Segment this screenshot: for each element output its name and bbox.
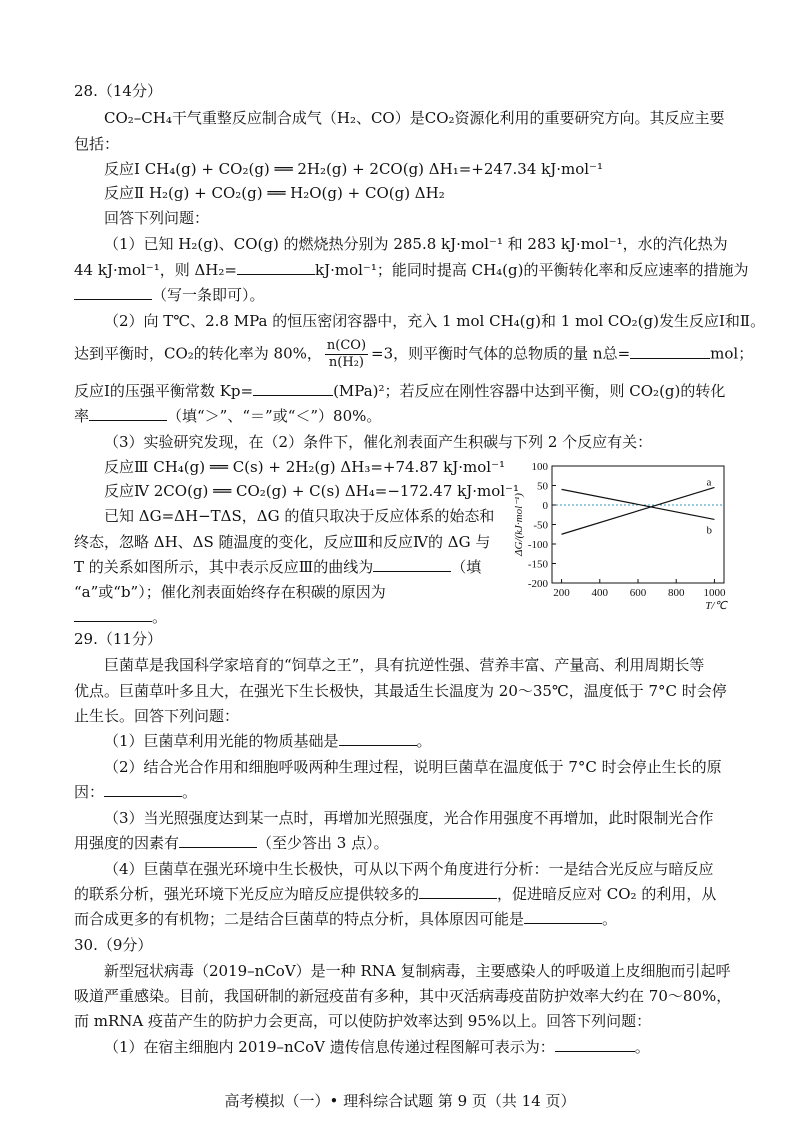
q29-para-2: 优点。巨菌草叶多且大，在强光下生长极快，其最适生长温度为 20～35℃，温度低于 7°C 时会停	[74, 682, 727, 700]
q29-part4-line2	[74, 884, 716, 904]
answer-blank[interactable]	[419, 884, 497, 899]
q28-part1-text-b: kJ·mol⁻¹；能同时提高 CH₄(g)的平衡转化率和反应速率的措施为	[314, 261, 749, 279]
y-tick-label: -100	[527, 539, 548, 551]
q28-part3-line1: （3）实验研究发现，在（2）条件下，催化剂表面产生积碳与下列 2 个反应有关：	[104, 433, 653, 451]
q28-part3-text-a: T 的关系如图所示，其中表示反应Ⅲ的曲线为	[74, 558, 374, 576]
q28-part2-line3	[74, 381, 725, 401]
q28-intro-1: CO₂–CH₄干气重整反应制合成气（H₂、CO）是CO₂资源化利用的重要研究方向。其反应主要	[104, 109, 725, 127]
q28-part2-text-b: =3，则平衡时气体的总物质的量 n总=	[371, 344, 631, 363]
reaction-1: 反应Ⅰ CH₄(g) + CO₂(g) ══ 2H₂(g) + 2CO(g) ΔH₁=+247.34 kJ·mol⁻¹	[104, 160, 603, 178]
y-tick-label: 50	[537, 480, 548, 493]
q29-part3-end: （至少答出 3 点）。	[257, 834, 389, 852]
fraction-numerator: n(CO)	[326, 338, 367, 353]
q28-part1-line2	[74, 260, 749, 280]
answer-blank[interactable]	[373, 557, 451, 572]
y-tick-label: 100	[531, 461, 548, 473]
x-tick-label: 600	[629, 587, 647, 599]
y-tick-label: -200	[527, 578, 548, 590]
q29-part4-line1: （4）巨菌草在强光环境中生长极快，可从以下两个角度进行分析：一是结合光反应与暗反应	[104, 860, 714, 878]
q29-part2-text: 因：	[74, 783, 105, 801]
page-footer: 高考模拟（一）• 理科综合试题 第 9 页（共 14 页）	[224, 1092, 576, 1110]
y-tick-label: 0	[542, 500, 548, 512]
series-label-a: a	[706, 476, 712, 489]
q29-part4-text-c: 而合成更多的有机物；二是结合巨菌草的特点分析，具体原因可能是	[74, 910, 525, 928]
q29-part1-text: （1）巨菌草利用光能的物质基础是	[104, 732, 339, 750]
q28-part3-line6	[74, 607, 167, 627]
reaction-4: 反应Ⅳ 2CO(g) ══ CO₂(g) + C(s) ΔH₄=−172.47 kJ·mol⁻¹	[104, 482, 519, 500]
q30-para-2: 吸道严重感染。目前，我国研制的新冠疫苗有多种，其中灭活病毒疫苗防护效率大约在 70～80%，	[74, 987, 732, 1005]
q28-answer-prompt: 回答下列问题：	[104, 209, 210, 227]
delta-g-vs-temperature-chart	[500, 452, 730, 622]
answer-blank[interactable]	[237, 260, 315, 275]
q30-para-1: 新型冠状病毒（2019–nCoV）是一种 RNA 复制病毒，主要感染人的呼吸道上皮细胞而引起呼	[104, 962, 731, 980]
q29-part2-line2	[74, 782, 197, 802]
answer-blank[interactable]	[179, 833, 257, 848]
q28-part2-text-c: 反应Ⅰ的压强平衡常数 Kp=	[74, 382, 254, 400]
q29-part3-line2	[74, 833, 389, 853]
q30-part1-text: （1）在宿主细胞内 2019–nCoV 遗传信息传递过程图解可表示为：	[104, 1038, 555, 1056]
answer-blank[interactable]	[555, 1037, 635, 1052]
q29-para-1: 巨菌草是我国科学家培育的“饲草之王”，具有抗逆性强、营养丰富、产量高、利用周期长等	[104, 656, 705, 674]
q30-part1	[104, 1037, 650, 1057]
q28-part1-text-c: （写一条即可）。	[152, 286, 265, 304]
q29-part1	[104, 731, 432, 751]
q28-part3-text-c: 。	[152, 608, 168, 626]
q28-part3-line4	[74, 557, 481, 577]
series-label-b: b	[706, 524, 712, 537]
q28-part3-line5: “a”或“b”）；催化剂表面始终存在积碳的原因为	[74, 583, 386, 601]
q30-title: 30.（9分）	[74, 936, 153, 954]
q29-part3-line1: （3）当光照强度达到某一点时，再增加光照强度，光合作用强度不再增加，此时限制光合作	[104, 809, 714, 827]
answer-blank[interactable]	[89, 406, 167, 421]
q29-part4-text-a: 的联系分析，强光环境下光反应为暗反应提供较多的	[74, 885, 420, 903]
ratio-fraction	[325, 338, 368, 371]
q29-part3-text: 用强度的因素有	[74, 834, 180, 852]
q29-part4-line3	[74, 909, 617, 929]
q29-part2-line1: （2）结合光合作用和细胞呼吸两种生理过程，说明巨菌草在温度低于 7°C 时会停止生长的原	[104, 758, 722, 776]
q28-part2-text-e: 率	[74, 407, 90, 425]
q28-part2-line1: （2）向 T℃、2.8 MPa 的恒压密闭容器中，充入 1 mol CH₄(g)和 1 mol CO₂(g)发生反应Ⅰ和Ⅱ。	[104, 312, 766, 330]
q28-part2-text-a: 达到平衡时，CO₂的转化率为 80%，	[74, 344, 322, 363]
q28-part1-text-a: 44 kJ·mol⁻¹，则 ΔH₂=	[74, 261, 237, 279]
answer-blank[interactable]	[74, 285, 152, 300]
q28-part2-text-f: （填“＞”、“＝”或“＜”）80%。	[167, 407, 382, 425]
reaction-3: 反应Ⅲ CH₄(g) ══ C(s) + 2H₂(g) ΔH₃=+74.87 kJ·mol⁻¹	[104, 458, 506, 476]
q28-title: 28.（14分）	[74, 82, 162, 100]
q28-part3-line2: 已知 ΔG=ΔH−TΔS，ΔG 的值只取决于反应体系的始态和	[104, 507, 495, 525]
q28-part1-line3	[74, 285, 265, 305]
x-tick-label: 1000	[703, 587, 726, 599]
answer-blank[interactable]	[524, 909, 602, 924]
answer-blank[interactable]	[104, 782, 182, 797]
y-axis-label: ΔG/(kJ·mol⁻¹)	[513, 493, 525, 556]
q29-part4-end: 。	[602, 910, 618, 928]
q28-part2-line2	[74, 338, 753, 371]
q30-part1-end: 。	[634, 1038, 650, 1056]
reaction-2: 反应Ⅱ H₂(g) + CO₂(g) ══ H₂O(g) + CO(g) ΔH₂	[104, 184, 445, 202]
answer-blank[interactable]	[630, 344, 710, 359]
q29-part2-end: 。	[182, 783, 198, 801]
y-tick-label: -50	[533, 519, 548, 532]
q29-part1-end: 。	[416, 732, 432, 750]
q30-para-3: 而 mRNA 疫苗产生的防护力会更高，可以使防护效率达到 95%以上。回答下列问题：	[74, 1012, 652, 1030]
q28-part3-text-b: （填	[451, 558, 482, 576]
answer-blank[interactable]	[253, 381, 333, 396]
fraction-denominator: n(H₂)	[328, 355, 364, 370]
answer-blank[interactable]	[339, 731, 417, 746]
answer-blank[interactable]	[74, 607, 152, 622]
q28-part2-unit: mol；	[710, 344, 754, 363]
x-tick-label: 400	[591, 587, 609, 599]
plot-frame	[552, 466, 724, 583]
q28-intro-2: 包括：	[74, 135, 120, 153]
q29-title: 29.（11分）	[74, 630, 162, 648]
x-axis-label: T/℃	[705, 600, 727, 612]
q28-part2-text-d: (MPa)²；若反应在刚性容器中达到平衡，则 CO₂(g)的转化	[333, 382, 726, 400]
q29-part4-text-b: ，促进暗反应对 CO₂ 的利用，从	[497, 885, 717, 903]
y-tick-label: -150	[527, 558, 548, 571]
q28-part2-line4	[74, 406, 381, 426]
x-tick-label: 800	[667, 587, 685, 599]
q28-part3-line3: 终态，忽略 ΔH、ΔS 随温度的变化，反应Ⅲ和反应Ⅳ的 ΔG 与	[74, 533, 491, 551]
x-tick-label: 200	[553, 587, 570, 599]
q28-part1-line1: （1）已知 H₂(g)、CO(g) 的燃烧热分别为 285.8 kJ·mol⁻¹ 和 283 kJ·mol⁻¹，水的汽化热为	[104, 235, 728, 253]
q29-para-3: 止生长。回答下列问题：	[74, 707, 240, 725]
